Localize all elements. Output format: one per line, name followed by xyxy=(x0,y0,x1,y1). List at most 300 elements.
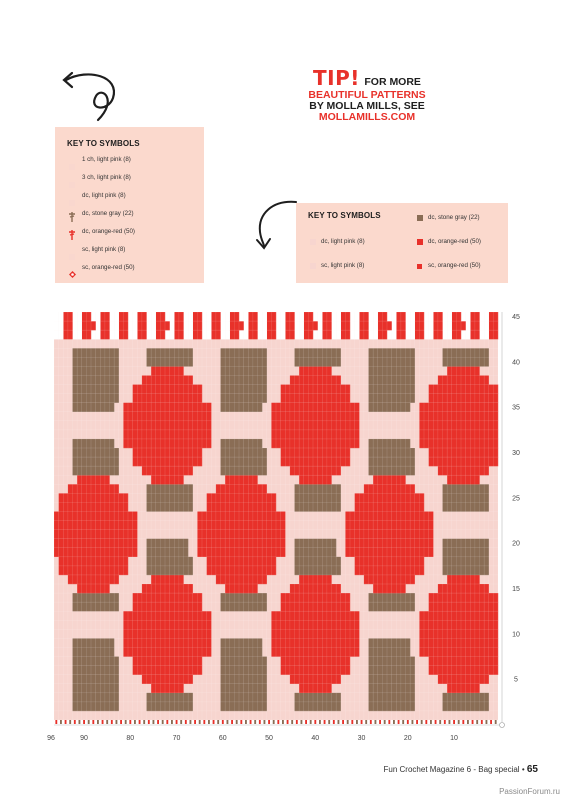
chart-cell xyxy=(373,484,378,493)
chart-cell xyxy=(234,702,239,711)
chart-cell xyxy=(438,675,443,684)
chart-cell xyxy=(373,457,378,466)
chart-cell xyxy=(239,575,244,584)
chart-cell xyxy=(493,321,498,330)
chart-cell xyxy=(82,321,87,330)
chart-cell xyxy=(142,430,147,439)
chart-cell xyxy=(373,493,378,502)
chart-cell xyxy=(110,502,115,511)
chart-cell xyxy=(105,593,110,602)
chart-cell xyxy=(165,321,170,330)
chart-cell xyxy=(401,657,406,666)
chart-cell xyxy=(392,511,397,520)
chart-cell xyxy=(244,448,249,457)
chart-cell xyxy=(96,566,101,575)
chart-cell xyxy=(410,530,415,539)
chart-cell xyxy=(461,620,466,629)
chart-cell xyxy=(327,430,332,439)
chart-cell xyxy=(387,475,392,484)
chart-cell xyxy=(221,638,226,647)
chart-cell xyxy=(119,548,124,557)
chart-cell xyxy=(318,366,323,375)
chart-cell xyxy=(350,439,355,448)
chart-cell xyxy=(128,611,133,620)
chart-cell xyxy=(174,684,179,693)
chart-cell xyxy=(313,693,318,702)
x-tick-label: 96 xyxy=(47,735,55,742)
foundation-chain-mark xyxy=(379,720,381,724)
chart-cell xyxy=(313,647,318,656)
chart-cell xyxy=(369,530,374,539)
chart-cell xyxy=(239,548,244,557)
chart-cell xyxy=(369,575,374,584)
chart-cell xyxy=(165,647,170,656)
chart-cell xyxy=(202,611,207,620)
chart-cell xyxy=(77,702,82,711)
chart-cell xyxy=(114,330,119,339)
chart-cell xyxy=(378,466,383,475)
chart-cell xyxy=(100,638,105,647)
chart-cell xyxy=(396,448,401,457)
chart-cell xyxy=(429,321,434,330)
chart-cell xyxy=(304,593,309,602)
chart-cell xyxy=(295,330,300,339)
chart-cell xyxy=(308,412,313,421)
chart-cell xyxy=(290,657,295,666)
chart-cell xyxy=(248,521,253,530)
chart-cell xyxy=(322,357,327,366)
chart-cell xyxy=(253,385,258,394)
chart-cell xyxy=(110,539,115,548)
chart-cell xyxy=(345,403,350,412)
chart-cell xyxy=(345,593,350,602)
chart-cell xyxy=(378,511,383,520)
chart-cell xyxy=(100,666,105,675)
chart-cell xyxy=(470,584,475,593)
chart-cell xyxy=(216,493,221,502)
chart-cell xyxy=(480,666,485,675)
chart-cell xyxy=(475,575,480,584)
chart-cell xyxy=(230,530,235,539)
chart-cell xyxy=(165,312,170,321)
chart-cell xyxy=(156,312,161,321)
chart-cell xyxy=(207,330,212,339)
chart-cell xyxy=(105,366,110,375)
chart-cell xyxy=(318,348,323,357)
chart-cell xyxy=(234,602,239,611)
chart-cell xyxy=(355,620,360,629)
chart-cell xyxy=(142,620,147,629)
chart-cell xyxy=(290,403,295,412)
chart-cell xyxy=(369,385,374,394)
chart-cell xyxy=(396,521,401,530)
chart-cell xyxy=(160,321,165,330)
chart-cell xyxy=(110,493,115,502)
chart-cell xyxy=(355,530,360,539)
chart-cell xyxy=(133,394,138,403)
chart-cell xyxy=(443,457,448,466)
chart-cell xyxy=(308,666,313,675)
chart-cell xyxy=(230,439,235,448)
chart-cell xyxy=(174,475,179,484)
chart-cell xyxy=(369,657,374,666)
chart-cell xyxy=(355,511,360,520)
chart-cell xyxy=(447,657,452,666)
chart-cell xyxy=(433,394,438,403)
chart-cell xyxy=(443,657,448,666)
chart-cell xyxy=(456,647,461,656)
chart-cell xyxy=(271,412,276,421)
chart-cell xyxy=(438,611,443,620)
chart-cell xyxy=(96,348,101,357)
chart-cell xyxy=(475,666,480,675)
foundation-chain-mark xyxy=(319,720,321,724)
chart-cell xyxy=(415,502,420,511)
chart-cell xyxy=(197,611,202,620)
chart-cell xyxy=(100,484,105,493)
chart-cell xyxy=(447,539,452,548)
chart-cell xyxy=(308,575,313,584)
chart-cell xyxy=(262,493,267,502)
chart-cell xyxy=(466,321,471,330)
chart-cell xyxy=(160,620,165,629)
chart-cell xyxy=(174,321,179,330)
chart-cell xyxy=(91,666,96,675)
chart-cell xyxy=(197,657,202,666)
chart-cell xyxy=(369,357,374,366)
chart-cell xyxy=(225,575,230,584)
chart-cell xyxy=(364,321,369,330)
chart-cell xyxy=(234,439,239,448)
chart-cell xyxy=(156,548,161,557)
chart-cell xyxy=(470,457,475,466)
chart-cell xyxy=(239,385,244,394)
chart-cell xyxy=(369,493,374,502)
chart-cell xyxy=(447,366,452,375)
chart-cell xyxy=(355,539,360,548)
foundation-chain-mark xyxy=(462,720,464,724)
chart-cell xyxy=(82,484,87,493)
chart-cell xyxy=(429,457,434,466)
chart-cell xyxy=(424,403,429,412)
chart-cell xyxy=(392,366,397,375)
chart-cell xyxy=(392,321,397,330)
chart-cell xyxy=(373,593,378,602)
chart-cell xyxy=(470,593,475,602)
chart-cell xyxy=(147,548,152,557)
chart-cell xyxy=(258,539,263,548)
chart-cell xyxy=(327,448,332,457)
chart-cell xyxy=(387,657,392,666)
chart-cell xyxy=(341,385,346,394)
chart-cell xyxy=(456,566,461,575)
chart-cell xyxy=(378,366,383,375)
chart-cell xyxy=(160,702,165,711)
chart-cell xyxy=(170,657,175,666)
chart-cell xyxy=(225,502,230,511)
chart-cell xyxy=(336,348,341,357)
chart-cell xyxy=(114,348,119,357)
chart-cell xyxy=(295,548,300,557)
chart-cell xyxy=(396,539,401,548)
chart-cell xyxy=(410,684,415,693)
foundation-chain-mark xyxy=(370,720,372,724)
chart-cell xyxy=(369,457,374,466)
chart-cell xyxy=(452,484,457,493)
chart-cell xyxy=(466,620,471,629)
chart-cell xyxy=(299,366,304,375)
chart-cell xyxy=(304,466,309,475)
chart-cell xyxy=(91,702,96,711)
chart-cell xyxy=(147,394,152,403)
chart-cell xyxy=(447,321,452,330)
chart-cell xyxy=(188,620,193,629)
chart-cell xyxy=(73,403,78,412)
chart-cell xyxy=(433,439,438,448)
chart-cell xyxy=(299,394,304,403)
chart-cell xyxy=(170,385,175,394)
chart-cell xyxy=(378,484,383,493)
chart-cell xyxy=(401,394,406,403)
chart-cell xyxy=(327,375,332,384)
chart-cell xyxy=(308,693,313,702)
chart-cell xyxy=(327,693,332,702)
chart-cell xyxy=(271,312,276,321)
chart-cell xyxy=(438,421,443,430)
chart-cell xyxy=(253,584,258,593)
chart-cell xyxy=(410,557,415,566)
chart-cell xyxy=(239,357,244,366)
chart-cell xyxy=(318,403,323,412)
chart-cell xyxy=(480,629,485,638)
key-item-label: dc, light pink (8) xyxy=(321,238,365,245)
chart-cell xyxy=(147,375,152,384)
chart-cell xyxy=(341,657,346,666)
chart-cell xyxy=(160,666,165,675)
chart-cell xyxy=(225,638,230,647)
chart-cell xyxy=(151,394,156,403)
chart-cell xyxy=(244,348,249,357)
chart-cell xyxy=(480,439,485,448)
chart-cell xyxy=(378,539,383,548)
chart-cell xyxy=(184,657,189,666)
chart-cell xyxy=(480,448,485,457)
chart-cell xyxy=(258,593,263,602)
chart-cell xyxy=(91,566,96,575)
chart-cell xyxy=(253,439,258,448)
chart-cell xyxy=(406,366,411,375)
chart-cell xyxy=(318,702,323,711)
chart-cell xyxy=(193,312,198,321)
chart-cell xyxy=(290,629,295,638)
chart-cell xyxy=(216,575,221,584)
chart-cell xyxy=(86,575,91,584)
foundation-chain-mark xyxy=(268,720,270,724)
chart-cell xyxy=(387,403,392,412)
chart-cell xyxy=(77,394,82,403)
chart-cell xyxy=(369,702,374,711)
chart-cell xyxy=(147,430,152,439)
chart-cell xyxy=(202,439,207,448)
chart-cell xyxy=(295,593,300,602)
chart-cell xyxy=(142,448,147,457)
chart-cell xyxy=(239,366,244,375)
chart-cell xyxy=(345,394,350,403)
chart-cell xyxy=(184,620,189,629)
chart-cell xyxy=(327,457,332,466)
chart-cell xyxy=(419,502,424,511)
chart-cell xyxy=(433,457,438,466)
chart-cell xyxy=(221,657,226,666)
chart-cell xyxy=(406,448,411,457)
chart-cell xyxy=(466,666,471,675)
chart-cell xyxy=(369,638,374,647)
foundation-chain-mark xyxy=(416,720,418,724)
chart-cell xyxy=(174,457,179,466)
chart-cell xyxy=(341,403,346,412)
chart-cell xyxy=(258,385,263,394)
chart-cell xyxy=(160,366,165,375)
chart-cell xyxy=(207,566,212,575)
chart-cell xyxy=(137,321,142,330)
chart-cell xyxy=(156,638,161,647)
chart-cell xyxy=(336,448,341,457)
chart-cell xyxy=(345,457,350,466)
chart-cell xyxy=(378,575,383,584)
chart-cell xyxy=(193,620,198,629)
chart-cell xyxy=(258,702,263,711)
chart-cell xyxy=(271,539,276,548)
chart-cell xyxy=(91,312,96,321)
page-footer xyxy=(384,764,538,775)
chart-cell xyxy=(345,666,350,675)
chart-cell xyxy=(322,666,327,675)
chart-cell xyxy=(470,475,475,484)
chart-cell xyxy=(447,403,452,412)
chart-cell xyxy=(447,348,452,357)
chart-cell xyxy=(100,584,105,593)
chart-cell xyxy=(452,421,457,430)
chart-cell xyxy=(456,439,461,448)
chart-cell xyxy=(475,321,480,330)
chart-cell xyxy=(452,385,457,394)
chart-cell xyxy=(401,539,406,548)
chart-cell xyxy=(493,448,498,457)
chart-cell xyxy=(438,394,443,403)
chart-cell xyxy=(262,557,267,566)
chart-cell xyxy=(480,638,485,647)
chart-cell xyxy=(244,666,249,675)
chart-cell xyxy=(114,366,119,375)
chart-cell xyxy=(86,466,91,475)
chart-cell xyxy=(456,457,461,466)
chart-cell xyxy=(290,666,295,675)
chart-cell xyxy=(179,638,184,647)
chart-cell xyxy=(475,457,480,466)
chart-cell xyxy=(475,475,480,484)
chart-cell xyxy=(299,584,304,593)
chart-cell xyxy=(470,548,475,557)
chart-cell xyxy=(114,548,119,557)
chart-cell xyxy=(133,593,138,602)
chart-cell xyxy=(364,575,369,584)
chart-cell xyxy=(401,321,406,330)
foundation-chain-mark xyxy=(384,720,386,724)
chart-cell xyxy=(271,611,276,620)
chart-cell xyxy=(253,466,258,475)
chart-cell xyxy=(253,657,258,666)
chart-cell xyxy=(461,321,466,330)
chart-cell xyxy=(82,511,87,520)
chart-cell xyxy=(105,375,110,384)
chart-cell xyxy=(378,566,383,575)
chart-cell xyxy=(207,539,212,548)
chart-cell xyxy=(133,611,138,620)
chart-cell xyxy=(313,375,318,384)
chart-cell xyxy=(244,457,249,466)
chart-cell xyxy=(179,403,184,412)
chart-cell xyxy=(456,602,461,611)
chart-cell xyxy=(165,693,170,702)
chart-cell xyxy=(484,647,489,656)
chart-cell xyxy=(382,502,387,511)
chart-cell xyxy=(493,457,498,466)
chart-cell xyxy=(438,375,443,384)
chart-cell xyxy=(193,448,198,457)
chart-cell xyxy=(318,593,323,602)
chart-cell xyxy=(230,575,235,584)
chart-cell xyxy=(285,638,290,647)
chart-cell xyxy=(285,385,290,394)
chart-cell xyxy=(86,403,91,412)
chart-cell xyxy=(184,493,189,502)
chart-cell xyxy=(156,575,161,584)
chart-cell xyxy=(378,693,383,702)
chart-cell xyxy=(456,493,461,502)
chart-cell xyxy=(267,530,272,539)
chart-cell xyxy=(253,684,258,693)
chart-cell xyxy=(308,620,313,629)
chart-cell xyxy=(110,439,115,448)
chart-cell xyxy=(433,330,438,339)
chart-cell xyxy=(239,448,244,457)
chart-cell xyxy=(318,394,323,403)
chart-cell xyxy=(193,647,198,656)
chart-cell xyxy=(225,484,230,493)
chart-cell xyxy=(262,539,267,548)
chart-cell xyxy=(470,439,475,448)
chart-cell xyxy=(73,448,78,457)
chart-cell xyxy=(230,548,235,557)
chart-cell xyxy=(179,593,184,602)
chart-cell xyxy=(447,647,452,656)
chart-cell xyxy=(86,566,91,575)
chart-cell xyxy=(110,484,115,493)
foundation-chain-mark xyxy=(430,720,432,724)
chart-cell xyxy=(332,430,337,439)
chart-cell xyxy=(110,312,115,321)
chart-cell xyxy=(100,385,105,394)
chart-cell xyxy=(308,548,313,557)
chart-cell xyxy=(96,493,101,502)
chart-cell xyxy=(295,502,300,511)
chart-cell xyxy=(336,584,341,593)
chart-cell xyxy=(401,684,406,693)
chart-cell xyxy=(258,312,263,321)
chart-cell xyxy=(59,539,64,548)
chart-cell xyxy=(327,330,332,339)
chart-cell xyxy=(304,484,309,493)
